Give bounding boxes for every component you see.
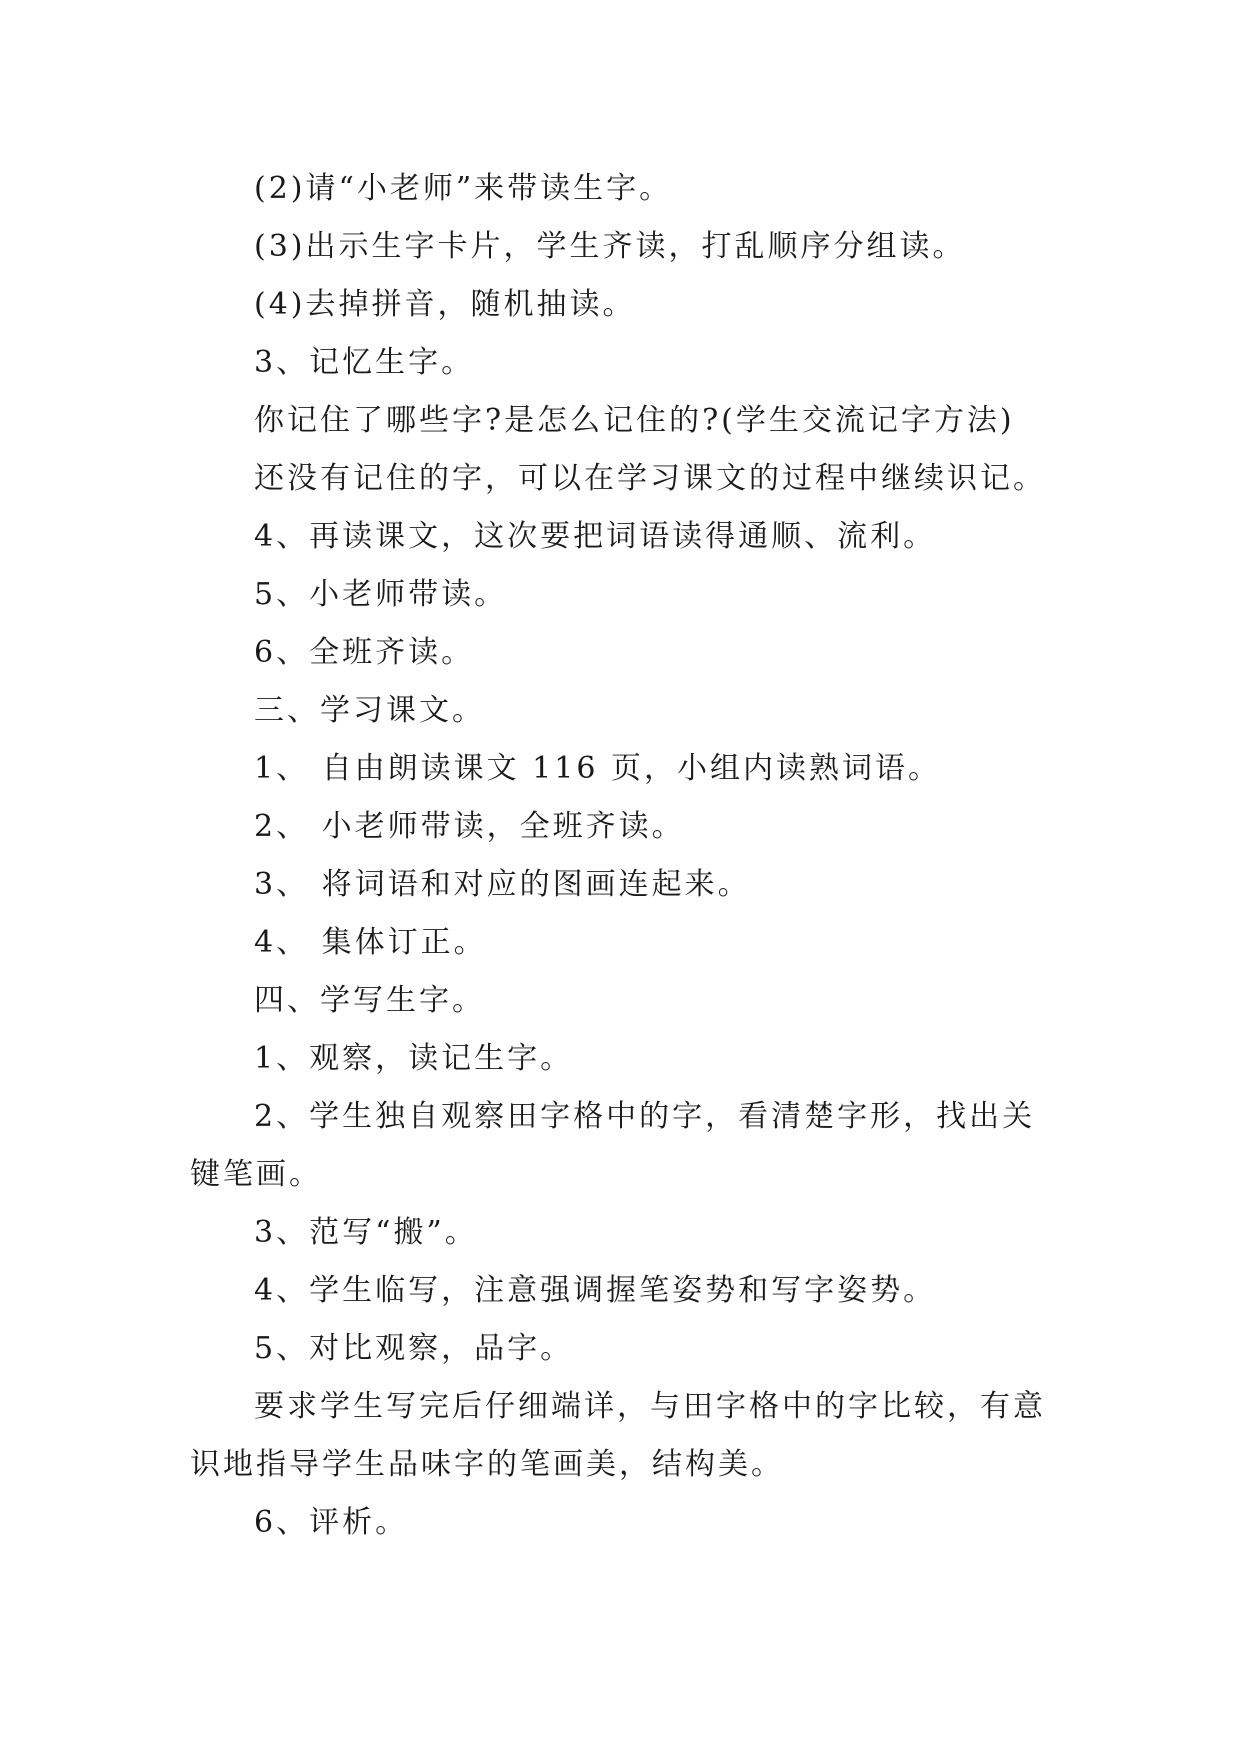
text-line: 四、学写生字。 [254,983,485,1018]
text-line: 3、范写“搬”。 [254,1215,478,1250]
text-line: 要求学生写完后仔细端详，与田字格中的字比较，有意 [254,1389,1046,1424]
document-body [190,160,1060,1552]
text-line: 6、全班齐读。 [254,635,475,670]
text-line: (2)请“小老师”来带读生字。 [254,171,673,206]
text-line: 三、学习课文。 [254,693,485,728]
text-line: 你记住了哪些字?是怎么记住的?(学生交流记字方法) [254,403,1015,438]
text-line: 6、评析。 [254,1505,409,1540]
text-line: 3、 将词语和对应的图画连起来。 [254,867,751,902]
text-line: (3)出示生字卡片，学生齐读，打乱顺序分组读。 [254,229,966,264]
text-line: 键笔画。 [190,1157,322,1192]
text-line: 1、 自由朗读课文 116 页，小组内读熟词语。 [254,751,941,786]
text-line: 4、学生临写，注意强调握笔姿势和写字姿势。 [254,1273,937,1308]
text-line: 3、记忆生字。 [254,345,475,380]
text-line: 4、 集体订正。 [254,925,487,960]
text-line: 识地指导学生品味字的笔画美，结构美。 [190,1447,784,1482]
text-line: 4、再读课文，这次要把词语读得通顺、流利。 [254,519,937,554]
text-line: 2、学生独自观察田字格中的字，看清楚字形，找出关 [254,1099,1036,1134]
text-line: 5、对比观察，品字。 [254,1331,574,1366]
text-line: 2、 小老师带读，全班齐读。 [254,809,685,844]
text-line: (4)去掉拼音，随机抽读。 [254,287,636,322]
text-line: 还没有记住的字，可以在学习课文的过程中继续识记。 [254,461,1046,496]
text-line: 1、观察，读记生字。 [254,1041,574,1076]
text-line: 5、小老师带读。 [254,577,508,612]
